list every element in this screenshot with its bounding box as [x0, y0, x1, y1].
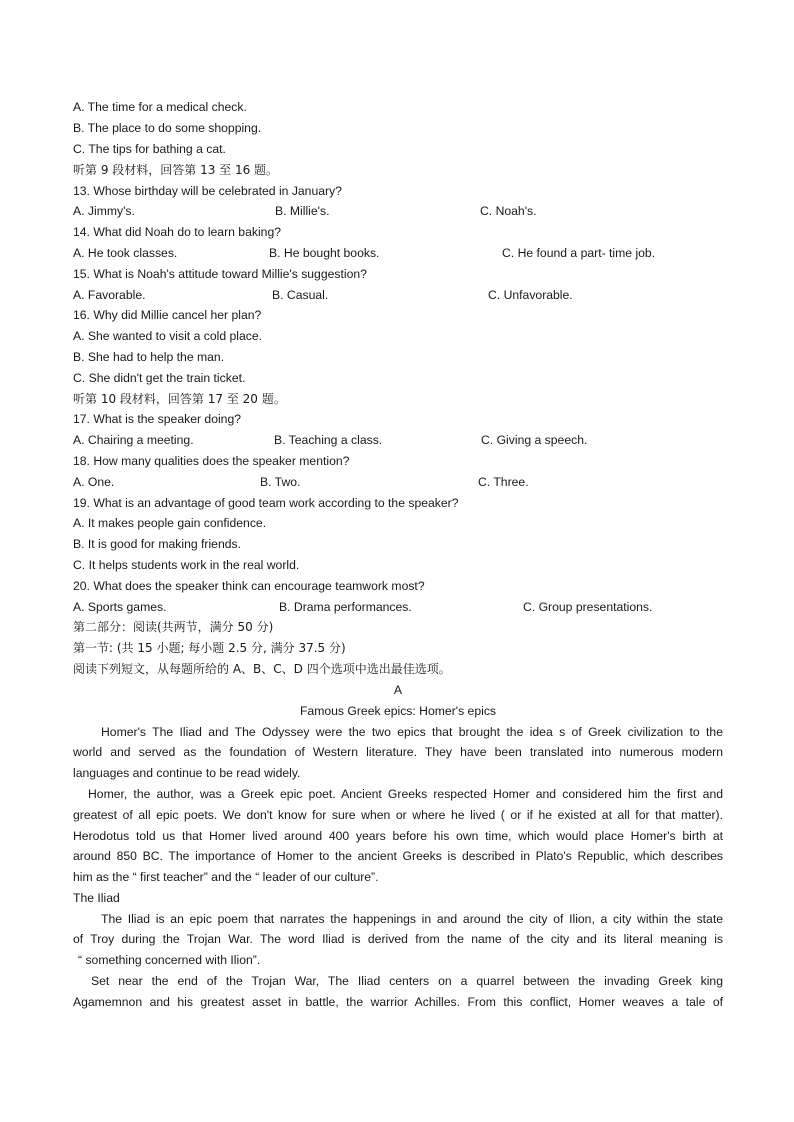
paragraph-line: Set near the end of the Trojan War, The Iliad centers on a quarrel between the invading Greek king — [91, 974, 723, 988]
option-b: B. Two. — [260, 475, 301, 489]
paragraph-line: greatest of all epic poets. We don't know for sure when or where he lived ( or if he existed at all for that matter). — [73, 808, 723, 822]
option-c: C. Unfavorable. — [488, 288, 573, 302]
question-17: 17. What is the speaker doing? — [73, 412, 242, 426]
option-c: C. The tips for bathing a cat. — [73, 142, 226, 156]
option-b: B. Millie's. — [275, 204, 330, 218]
subheading: The Iliad — [73, 891, 120, 905]
option-c: C. It helps students work in the real world. — [73, 558, 300, 572]
passage-title: Famous Greek epics: Homer's epics — [299, 704, 497, 718]
question-19: 19. What is an advantage of good team work according to the speaker? — [73, 496, 459, 510]
question-15: 15. What is Noah's attitude toward Millie's suggestion? — [73, 267, 367, 281]
option-c: C. Noah's. — [480, 204, 537, 218]
section-heading: 第一节: (共 15 小题; 每小题 2.5 分, 满分 37.5 分) — [73, 641, 346, 655]
reading-instruction: 阅读下列短文，从每题所给的 A、B、C、D 四个选项中选出最佳选项。 — [73, 662, 451, 676]
option-a: A. He took classes. — [73, 246, 178, 260]
option-b: B. It is good for making friends. — [73, 537, 241, 551]
option-a: A. She wanted to visit a cold place. — [73, 329, 263, 343]
paragraph-line: world and served as the foundation of Western literature. They have been translated into numerous modern — [73, 745, 723, 759]
option-c: C. He found a part- time job. — [502, 246, 656, 260]
paragraph-line: Homer's The Iliad and The Odyssey were the two epics that brought the idea s of Greek civilization to the — [101, 725, 723, 739]
question-14: 14. What did Noah do to learn baking? — [73, 225, 282, 239]
option-a: A. Jimmy's. — [73, 204, 135, 218]
option-c: C. She didn't get the train ticket. — [73, 371, 246, 385]
paragraph-line: around 850 BC. The importance of Homer to the ancient Greeks is described in Plato's Republic, which describes — [73, 849, 723, 863]
question-16: 16. Why did Millie cancel her plan? — [73, 308, 262, 322]
option-b: B. She had to help the man. — [73, 350, 225, 364]
paragraph-line: of Troy during the Trojan War. The word Iliad is derived from the name of the city and its literal meaning is — [73, 932, 723, 946]
passage-letter: A — [393, 683, 403, 697]
instruction-passage-9: 听第 9 段材料，回答第 13 至 16 题。 — [73, 163, 279, 177]
paragraph-line: him as the “ first teacher” and the “ leader of our culture”. — [73, 870, 379, 884]
option-b: B. The place to do some shopping. — [73, 121, 262, 135]
option-a: A. The time for a medical check. — [73, 100, 247, 114]
option-a: A. Chairing a meeting. — [73, 433, 194, 447]
option-b: B. He bought books. — [269, 246, 380, 260]
paragraph-line: languages and continue to be read widely. — [73, 766, 301, 780]
option-b: B. Teaching a class. — [274, 433, 383, 447]
instruction-passage-10: 听第 10 段材料，回答第 17 至 20 题。 — [73, 392, 286, 406]
option-b: B. Drama performances. — [279, 600, 412, 614]
option-b: B. Casual. — [272, 288, 329, 302]
option-a: A. One. — [73, 475, 115, 489]
option-a: A. It makes people gain confidence. — [73, 516, 267, 530]
paragraph-line: “ something concerned with Ilion”. — [78, 953, 261, 967]
option-a: A. Sports games. — [73, 600, 167, 614]
option-a: A. Favorable. — [73, 288, 146, 302]
paragraph-line: Agamemnon and his greatest asset in battle, the warrior Achilles. From this conflict, Homer weaves a tale of — [73, 995, 723, 1009]
paragraph-line: The Iliad is an epic poem that narrates the happenings in and around the city of Ilion, a city within the state — [101, 912, 723, 926]
question-13: 13. Whose birthday will be celebrated in January? — [73, 184, 342, 198]
option-c: C. Three. — [478, 475, 529, 489]
question-20: 20. What does the speaker think can encourage teamwork most? — [73, 579, 425, 593]
option-c: C. Giving a speech. — [481, 433, 588, 447]
paragraph-line: Herodotus told us that Homer lived around 400 years before his own time, which would place Homer's birth at — [73, 829, 723, 843]
paragraph-line: Homer, the author, was a Greek epic poet. Ancient Greeks respected Homer and considered him the first and — [88, 787, 723, 801]
question-18: 18. How many qualities does the speaker mention? — [73, 454, 350, 468]
option-c: C. Group presentations. — [523, 600, 653, 614]
part-heading: 第二部分：阅读(共两节，满分 50 分) — [73, 620, 274, 634]
